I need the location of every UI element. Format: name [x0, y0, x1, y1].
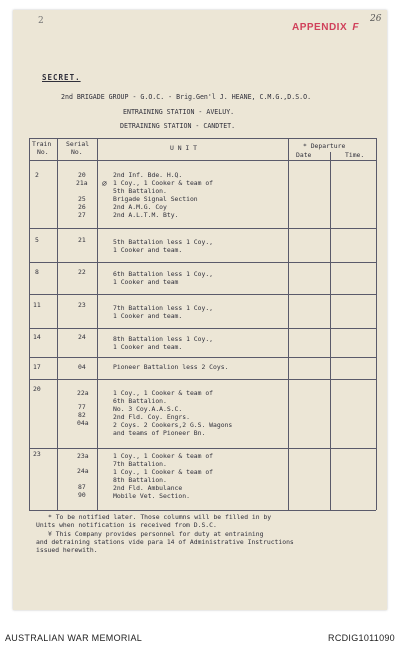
unit-line: 1 Cooker and team. — [113, 343, 183, 351]
serial-number: 04 — [78, 363, 86, 371]
train-number: 5 — [35, 236, 39, 244]
serial-number: 24 — [78, 333, 86, 341]
footnote-line: ¥ This Company provides personnel for duty at entraining — [48, 530, 264, 538]
serial-number: 24a — [77, 467, 89, 475]
serial-number: 87 — [78, 483, 86, 491]
train-number: 8 — [35, 268, 39, 276]
serial-number: 23 — [78, 301, 86, 309]
serial-number: 25 — [78, 195, 86, 203]
serial-number: 82 — [78, 411, 86, 419]
unit-line: 8th Battalion. — [113, 476, 167, 484]
train-number: 20 — [33, 385, 41, 393]
unit-line: 1 Coy., 1 Cooker & team of — [113, 389, 214, 397]
folio-number: 26 — [370, 14, 382, 24]
header-serial-no: No. — [71, 148, 83, 156]
archive-name: AUSTRALIAN WAR MEMORIAL — [5, 633, 143, 643]
entraining-station: ENTRAINING STATION - AVELUY. — [123, 108, 235, 116]
train-number: 17 — [33, 363, 41, 371]
footnote-line: Units when notification is received from D.S.C. — [36, 521, 217, 529]
serial-number: 20 — [78, 171, 86, 179]
footnote-line: and detraining stations vide para 14 of Administrative Instructions — [36, 538, 294, 546]
unit-line: 1 Cooker and team — [113, 278, 179, 286]
header-unit: U N I T — [170, 144, 197, 152]
serial-number: 22a — [77, 389, 89, 397]
unit-line: 7th Battalion. — [113, 460, 167, 468]
unit-line: 1 Cooker and team. — [113, 312, 183, 320]
unit-line: No. 3 Coy.A.A.S.C. — [113, 405, 183, 413]
unit-line: 5th Battalion less 1 Coy., — [113, 238, 214, 246]
serial-number: 90 — [78, 491, 86, 499]
header-train: Train — [32, 140, 52, 148]
brigade-group-line: 2nd BRIGADE GROUP - G.O.C. - Brig.Gen'l J. HEANE, C.M.G.,D.S.O. — [61, 93, 312, 101]
train-number: 14 — [33, 333, 41, 341]
unit-line: 1 Coy., 1 Cooker & team of — [113, 452, 214, 460]
header-time: Time. — [345, 151, 365, 159]
unit-line: 8th Battalion less 1 Coy., — [113, 335, 214, 343]
serial-number: 77 — [78, 403, 86, 411]
unit-line: Mobile Vet. Section. — [113, 492, 190, 500]
unit-line: 2nd A.L.T.M. Bty. — [113, 211, 179, 219]
unit-line: 1 Coy., 1 Cooker & team of — [113, 179, 214, 187]
footnote-line: issued herewith. — [36, 546, 98, 554]
serial-number: 26 — [78, 203, 86, 211]
unit-line: and teams of Pioneer Bn. — [113, 429, 206, 437]
serial-number: 23a — [77, 452, 89, 460]
train-number: 2 — [35, 171, 39, 179]
header-departure: * Departure — [303, 142, 346, 150]
serial-number: 22 — [78, 268, 86, 276]
train-number: 11 — [33, 301, 41, 309]
header-date: Date — [296, 151, 312, 159]
serial-number: 27 — [78, 211, 86, 219]
unit-line: 5th Battalion. — [113, 187, 167, 195]
secret-heading: SECRET. — [42, 73, 81, 82]
unit-line: Pioneer Battalion less 2 Coys. — [113, 363, 229, 371]
train-number: 23 — [33, 450, 41, 458]
archive-reference: RCDIG1011090 — [328, 633, 395, 643]
serial-number: 21a — [76, 179, 88, 187]
unit-line: 6th Battalion less 1 Coy., — [113, 270, 214, 278]
header-train-no: No. — [37, 148, 49, 156]
corner-mark: 2 — [38, 16, 44, 26]
unit-line: 2nd Fld. Coy. Engrs. — [113, 413, 190, 421]
unit-line: 2nd Inf. Bde. H.Q. — [113, 171, 183, 179]
unit-line: Brigade Signal Section — [113, 195, 198, 203]
unit-line: 2 Coys. 2 Cookers,2 G.S. Wagons — [113, 421, 233, 429]
unit-line: 1 Cooker and team. — [113, 246, 183, 254]
serial-number: 21 — [78, 236, 86, 244]
archive-footer — [0, 624, 400, 654]
header-serial: Serial — [66, 140, 90, 148]
detraining-station: DETRAINING STATION - CANDTET. — [120, 122, 236, 130]
unit-line: 2nd Fld. Ambulance — [113, 484, 183, 492]
unit-line: 6th Battalion. — [113, 397, 167, 405]
unit-line: 2nd A.M.G. Coy — [113, 203, 167, 211]
appendix-label: APPENDIX — [292, 22, 348, 33]
unit-line: 1 Coy., 1 Cooker & team of — [113, 468, 214, 476]
handwritten-mark: ⌀ — [102, 179, 107, 188]
appendix-letter: F — [352, 22, 360, 33]
appendix-stamp — [292, 22, 359, 33]
footnote-line: * To be notified later. Those columns will be filled in by — [48, 513, 272, 521]
serial-number: 04a — [77, 419, 89, 427]
unit-line: 7th Battalion less 1 Coy., — [113, 304, 214, 312]
